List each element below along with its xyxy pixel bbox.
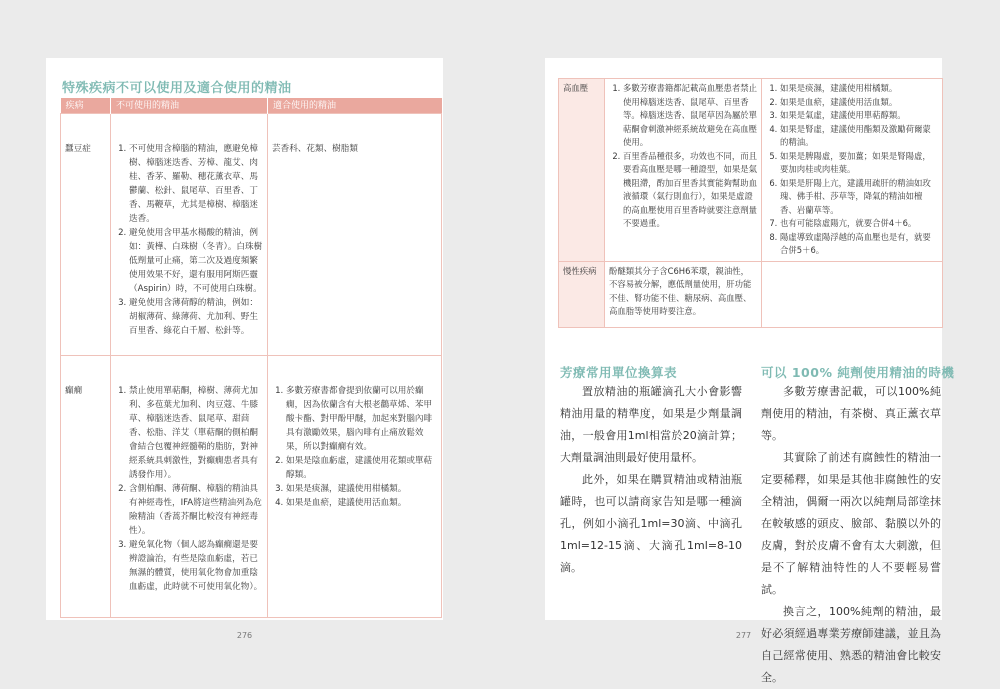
list-item: 1. 不可使用含樟腦的精油，應避免樟樹、樟腦迷迭香、芳樟、龍艾、肉桂、香茅、羅勒、穗花薰衣草、馬鬱蘭、松針、鼠尾草、百里香、丁香、馬鞭草，尤其是樟樹、樟腦迷迭香。 bbox=[129, 142, 263, 226]
list-item: 3. 避免使用含薄荷醇的精油，例如：胡椒薄荷、綠薄荷、尤加利、野生百里香、綠花白千層、松針等。 bbox=[129, 296, 263, 338]
disease-cell: 蠶豆症 bbox=[61, 114, 111, 356]
list-item: 4. 如果是腎虛，建議使用酯類及激勵荷爾蒙的精油。 bbox=[780, 123, 938, 150]
list-item: 1. 禁止使用單萜酮，樟樹、薄荷尤加利、多苞葉尤加利、肉豆蔻、牛膝草、樟腦迷迭香、鼠尾草、甜茴香、松脂、洋艾（單萜酮的側柏酮會結合包覆神經髓鞘的脂肪，對神經系統具刺激性，對癲癇患者具有誘發作用）。 bbox=[129, 384, 263, 482]
disease-cell: 癲癇 bbox=[61, 356, 111, 618]
disease-cell: 慢性疾病 bbox=[559, 261, 605, 327]
suitable-cell bbox=[268, 356, 442, 618]
list-item: 3. 避免氧化物（個人認為癲癇還是要辨證論治，有些是陰血虧虛，若已無濕的體質，使用氧化物會加重陰血虧虛，此時就不可使用氧化物）。 bbox=[129, 538, 263, 594]
header-disease: 疾病 bbox=[61, 98, 111, 114]
not-allowed-cell bbox=[111, 356, 268, 618]
page-number-right: 277 bbox=[735, 631, 752, 640]
not-allowed-cell bbox=[111, 114, 268, 356]
not-allowed-list bbox=[115, 142, 263, 338]
suitable-list bbox=[766, 82, 938, 258]
table-header-row bbox=[61, 98, 442, 114]
list-item: 6. 如果是肝陽上亢，建議用疏肝的精油如玫瑰、佛手柑、莎草等，降氣的精油如檀香、岩蘭草等。 bbox=[780, 177, 938, 218]
paragraph: 置放精油的瓶罐滴孔大小會影響精油用量的精準度，如果是少劑量調油，一般會用1ml相當於20滴計算；大劑量調油則最好使用量杯。 bbox=[560, 385, 742, 464]
not-allowed-cell: 酚醚類其分子含C6H6苯環，親油性，不容易被分解，應低劑量使用，肝功能不佳、腎功能不佳、糖尿病、高血壓、高血脂等使用時要注意。 bbox=[605, 261, 762, 327]
pure-section-body bbox=[761, 381, 941, 689]
paragraph: 多數芳療書記載，可以100%純劑使用的精油，有茶樹、真正薰衣草等。 bbox=[761, 385, 941, 442]
header-suitable: 適合使用的精油 bbox=[268, 98, 442, 114]
list-item: 2. 百里香品種很多，功效也不同，而且要看高血壓是哪一種證型，如果是氣機阻滯，酌加百里香其實能夠幫助血液循環（氣行則血行），如果是虛證的高血壓使用百里香時就要注意劑量不要過重。 bbox=[623, 150, 757, 231]
list-item: 1. 多數芳療書籍都記載高血壓患者禁止使用樟腦迷迭香、鼠尾草、百里香等。樟腦迷迭香、鼠尾草因為屬於單萜酮會刺激神經系統故避免在高血壓使用。 bbox=[623, 82, 757, 150]
list-item: 1. 多數芳療書都會提到依蘭可以用於癲癇，因為依蘭含有大根老鸛草烯、苯甲酸卡酯、對甲酚甲醚，加起來對腦內啡具有激勵效果，腦內啡有止痛放鬆效果，所以對癲癇有效。 bbox=[286, 384, 437, 454]
pure-section-title: 可以 100% 純劑使用精油的時機 bbox=[761, 365, 955, 380]
paragraph: 此外，如果在購買精油或精油瓶罐時，也可以請商家告知是哪一種滴孔，例如小滴孔1ml=30滴、中滴孔1ml=12-15滴、大滴孔1ml=8-10滴。 bbox=[560, 473, 742, 574]
list-item: 2. 避免使用含甲基水楊酸的精油，例如：黃樺、白珠樹（冬青）。白珠樹低劑量可止痛，第二次及過度頻繁使用效果不好，還有服用阿斯匹靈（Aspirin）時，不可使用白珠樹。 bbox=[129, 226, 263, 296]
right-page bbox=[545, 58, 955, 684]
paragraph: 其實除了前述有腐蝕性的精油一定要稀釋，如果是其他非腐蝕性的安全精油，偶爾一兩次以純劑局部塗抹在較敏感的頭皮、臉部、黏膜以外的皮膚，對於皮膚不會有太大刺激，但是不了解精油特性的人不要輕易嘗試。 bbox=[761, 451, 941, 596]
disease-oil-table bbox=[60, 98, 442, 618]
list-item: 4. 如果是血瘀，建議使用活血類。 bbox=[286, 496, 437, 510]
header-not-allowed: 不可使用的精油 bbox=[111, 98, 268, 114]
list-item: 1. 如果是痰濕，建議使用柑橘類。 bbox=[780, 82, 938, 96]
list-item: 8. 陽虛導致虛陽浮越的高血壓也是有，就要合併5＋6。 bbox=[780, 231, 938, 258]
suitable-cell bbox=[762, 261, 943, 327]
units-section-title: 芳療常用單位換算表 bbox=[560, 365, 678, 380]
suitable-cell bbox=[762, 79, 943, 262]
suitable-cell: 芸香科、花類、樹脂類 bbox=[268, 114, 442, 356]
list-item: 5. 如果是脾陽虛，要加薑；如果是腎陽虛，要加肉桂或肉桂葉。 bbox=[780, 150, 938, 177]
table-row bbox=[61, 356, 442, 618]
list-item: 7. 也有可能陰虛陽亢，就要合併4＋6。 bbox=[780, 217, 938, 231]
disease-cell: 高血壓 bbox=[559, 79, 605, 262]
list-item: 2. 含側柏酮、薄荷酮、樟腦的精油具有神經毒性，IFA將這些精油列為危險精油（香蒿芥酮比較沒有神經毒性）。 bbox=[129, 482, 263, 538]
not-allowed-cell bbox=[605, 79, 762, 262]
list-item: 2. 如果是血瘀，建議使用活血類。 bbox=[780, 96, 938, 110]
left-page-title: 特殊疾病不可以使用及適合使用的精油 bbox=[62, 81, 292, 96]
not-allowed-list bbox=[115, 384, 263, 594]
suitable-list bbox=[272, 384, 437, 510]
paragraph: 換言之，100%純劑的精油，最好必須經過專業芳療師建議，並且為自己經常使用、熟悉的精油會比較安全。 bbox=[761, 605, 941, 684]
left-page bbox=[46, 58, 443, 640]
list-item: 3. 如果是氣虛，建議使用單萜醇類。 bbox=[780, 109, 938, 123]
table-row bbox=[61, 114, 442, 356]
not-allowed-list bbox=[609, 82, 757, 231]
table-row bbox=[559, 79, 943, 262]
list-item: 3. 如果是痰濕，建議使用柑橘類。 bbox=[286, 482, 437, 496]
table-row bbox=[559, 261, 943, 327]
list-item: 2. 如果是陰血虧虛，建議使用花類或單萜醇類。 bbox=[286, 454, 437, 482]
units-section-body bbox=[560, 381, 742, 579]
page-number-left: 276 bbox=[236, 631, 253, 640]
disease-oil-table-continued bbox=[558, 78, 943, 328]
